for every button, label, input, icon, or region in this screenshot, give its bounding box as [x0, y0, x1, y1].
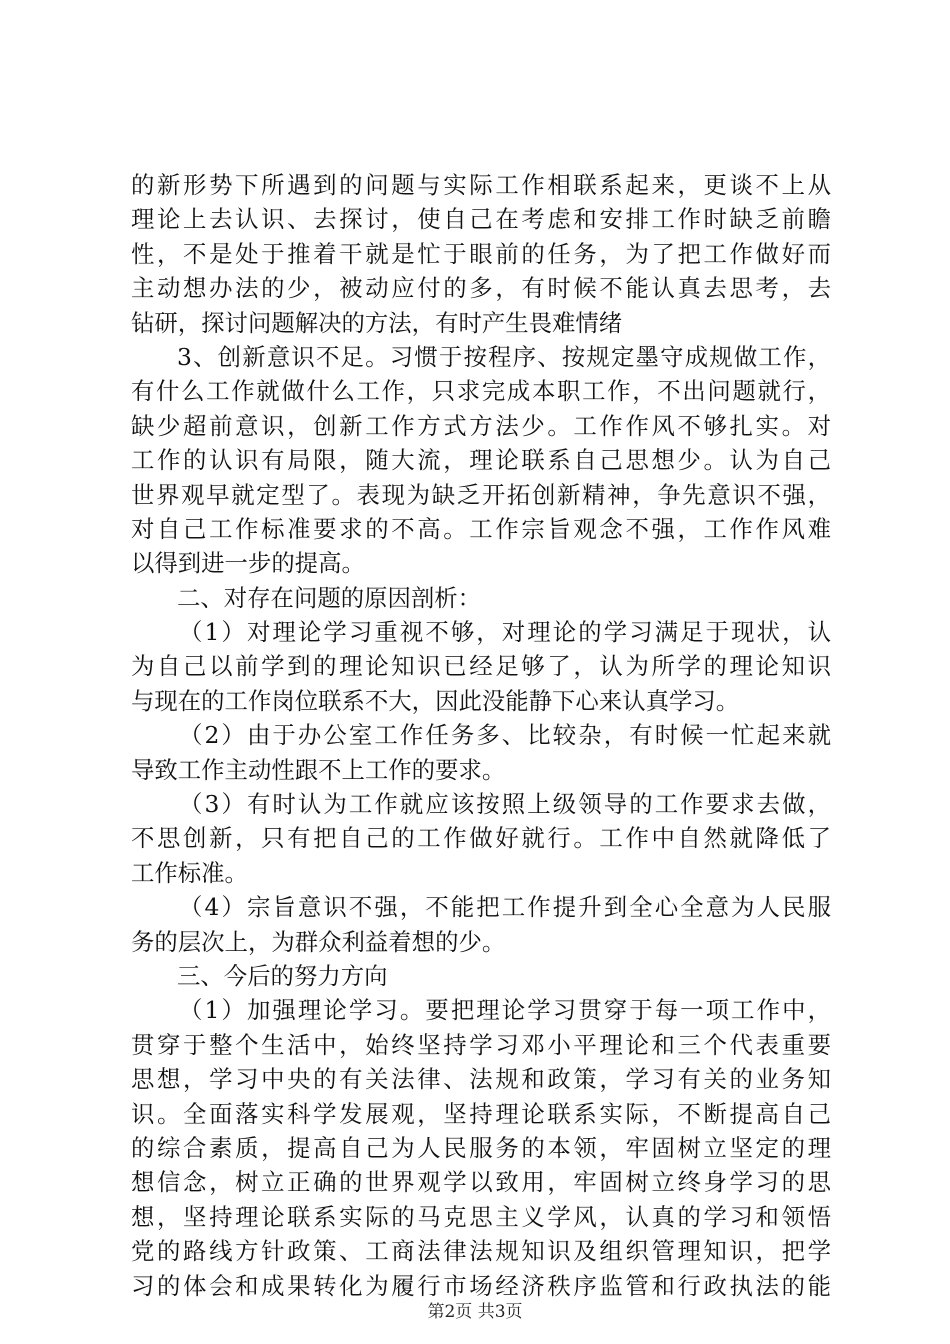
text-line: 钻研，探讨问题解决的方法，有时产生畏难情绪: [131, 308, 623, 337]
text-line: 性，不是处于推着干就是忙于眼前的任务，为了把工作做好而: [131, 239, 831, 268]
text-line: 识。全面落实科学发展观，坚持理论联系实际，不断提高自己: [131, 1099, 831, 1128]
text-line: 务的层次上，为群众利益着想的少。: [131, 927, 506, 956]
text-line: 工作的认识有局限，随大流，理论联系自己思想少。认为自己: [131, 446, 831, 475]
text-line: 3、创新意识不足。习惯于按程序、按规定墨守成规做工作，: [177, 342, 831, 371]
text-line: 贯穿于整个生活中，始终坚持学习邓小平理论和三个代表重要: [131, 1030, 831, 1059]
text-line: 缺少超前意识，创新工作方式方法少。工作作风不够扎实。对: [131, 411, 831, 440]
text-line: 为自己以前学到的理论知识已经足够了，认为所学的理论知识: [131, 652, 831, 681]
text-line: 想信念，树立正确的世界观学以致用，牢固树立终身学习的思: [131, 1168, 831, 1197]
text-line: 理论上去认识、去探讨，使自己在考虑和安排工作时缺乏前瞻: [131, 205, 831, 234]
text-line: （4）宗旨意识不强，不能把工作提升到全心全意为人民服: [179, 893, 831, 922]
text-line: 党的路线方针政策、工商法律法规知识及组织管理知识，把学: [131, 1237, 831, 1266]
text-line: 的新形势下所遇到的问题与实际工作相联系起来，更谈不上从: [131, 171, 831, 199]
text-line: （1）加强理论学习。要把理论学习贯穿于每一项工作中，: [179, 996, 831, 1025]
text-line: 不思创新，只有把自己的工作做好就行。工作中自然就降低了: [131, 824, 831, 853]
text-line: （3）有时认为工作就应该按照上级领导的工作要求去做，: [179, 790, 831, 819]
text-line: 思想，学习中央的有关法律、法规和政策，学习有关的业务知: [131, 1065, 831, 1094]
text-line: 世界观早就定型了。表现为缺乏开拓创新精神，争先意识不强，: [131, 480, 831, 509]
text-line: 三、今后的努力方向: [177, 961, 388, 990]
text-line: 主动想办法的少，被动应付的多，有时候不能认真去思考，去: [131, 274, 831, 303]
text-line: （1）对理论学习重视不够，对理论的学习满足于现状，认: [179, 618, 831, 647]
text-line: （2）由于办公室工作任务多、比较杂，有时候一忙起来就: [179, 721, 831, 750]
text-line: 对自己工作标准要求的不高。工作宗旨观念不强，工作作风难: [131, 514, 831, 543]
page-footer: 第2页 共3页: [427, 1302, 523, 1322]
text-line: 的综合素质，提高自己为人民服务的本领，牢固树立坚定的理: [131, 1133, 831, 1162]
document-body: [131, 168, 831, 1303]
text-line: 有什么工作就做什么工作，只求完成本职工作，不出问题就行，: [131, 377, 831, 406]
text-line: 想，坚持理论联系实际的马克思主义学风，认真的学习和领悟: [131, 1202, 831, 1231]
text-line: 与现在的工作岗位联系不大，因此没能静下心来认真学习。: [131, 686, 740, 715]
text-line: 二、对存在问题的原因剖析：: [177, 583, 482, 612]
text-line: 导致工作主动性跟不上工作的要求。: [131, 755, 506, 784]
text-line: 工作标准。: [131, 858, 248, 887]
text-line: 以得到进一步的提高。: [131, 549, 365, 578]
text-line: 习的体会和成果转化为履行市场经济秩序监管和行政执法的能: [131, 1271, 831, 1300]
